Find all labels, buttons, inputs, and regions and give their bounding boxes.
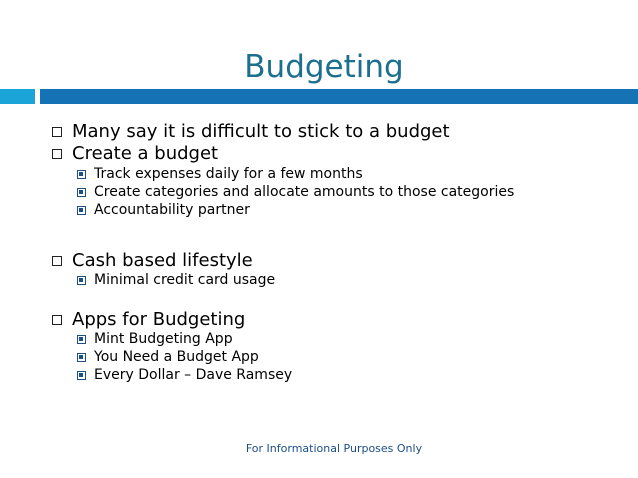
sub-bullet-text: Accountability partner — [94, 202, 250, 218]
square-bullet-icon — [52, 256, 62, 266]
sub-bullet-text: Every Dollar – Dave Ramsey — [94, 367, 293, 383]
bullet-text: Create a budget — [72, 143, 219, 164]
filled-square-bullet-icon — [77, 276, 86, 285]
bullet-text: Many say it is difficult to stick to a budget — [72, 121, 450, 142]
filled-square-bullet-icon — [77, 188, 86, 197]
title-rule-right — [40, 89, 638, 104]
sub-bullet-text: You Need a Budget App — [94, 349, 259, 365]
square-bullet-icon — [52, 149, 62, 159]
sub-bullet-text: Create categories and allocate amounts to those categories — [94, 184, 515, 200]
slide-footer: For Informational Purposes Only — [245, 442, 423, 455]
bullet-text: Cash based lifestyle — [72, 250, 253, 271]
square-bullet-icon — [52, 127, 62, 137]
filled-square-bullet-icon — [77, 371, 86, 380]
filled-square-bullet-icon — [77, 335, 86, 344]
title-rule-left — [0, 89, 35, 104]
filled-square-bullet-icon — [77, 170, 86, 179]
slide-title: Budgeting — [244, 49, 404, 85]
sub-bullet-text: Track expenses daily for a few months — [94, 166, 363, 182]
filled-square-bullet-icon — [77, 353, 86, 362]
filled-square-bullet-icon — [77, 206, 86, 215]
bullet-text: Apps for Budgeting — [72, 309, 246, 330]
sub-bullet-text: Mint Budgeting App — [94, 331, 233, 347]
square-bullet-icon — [52, 315, 62, 325]
sub-bullet-text: Minimal credit card usage — [94, 272, 276, 288]
